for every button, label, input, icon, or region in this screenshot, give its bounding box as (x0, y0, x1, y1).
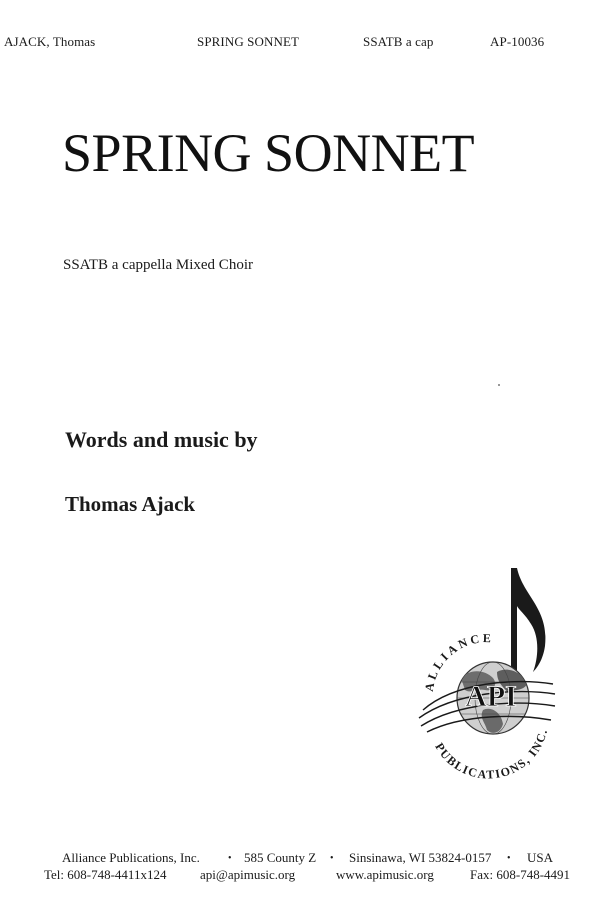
credit-line: Words and music by (65, 427, 258, 452)
footer-street: 585 County Z (244, 850, 317, 865)
footer-email[interactable]: api@apimusic.org (200, 867, 296, 882)
header-author: AJACK, Thomas (4, 34, 96, 49)
footer-fax: Fax: 608-748-4491 (470, 867, 571, 882)
footer-separator: • (330, 853, 334, 864)
footer-separator: • (228, 853, 232, 864)
header-voicing: SSATB a cap (363, 34, 434, 49)
voicing-description: SSATB a cappella Mixed Choir (63, 257, 253, 273)
footer-publisher: Alliance Publications, Inc. (62, 850, 200, 865)
header-title: SPRING SONNET (197, 34, 300, 49)
page-title: SPRING SONNET (62, 123, 475, 183)
footer-country: USA (527, 850, 554, 865)
logo-initials: API (465, 680, 517, 713)
footer-tel: Tel: 608-748-4411x124 (44, 867, 167, 882)
footer-separator: • (507, 853, 511, 864)
footer-website[interactable]: www.apimusic.org (336, 867, 434, 882)
svg-text:PUBLICATIONS, INC.: PUBLICATIONS, INC. (432, 727, 551, 782)
composer-name: Thomas Ajack (65, 492, 196, 516)
footer-city: Sinsinawa, WI 53824-0157 (349, 850, 492, 865)
publisher-logo (405, 560, 565, 800)
header-catalog-number: AP-10036 (490, 34, 545, 49)
scan-speck (498, 384, 500, 386)
svg-text:ALLIANCE: ALLIANCE (421, 630, 495, 693)
